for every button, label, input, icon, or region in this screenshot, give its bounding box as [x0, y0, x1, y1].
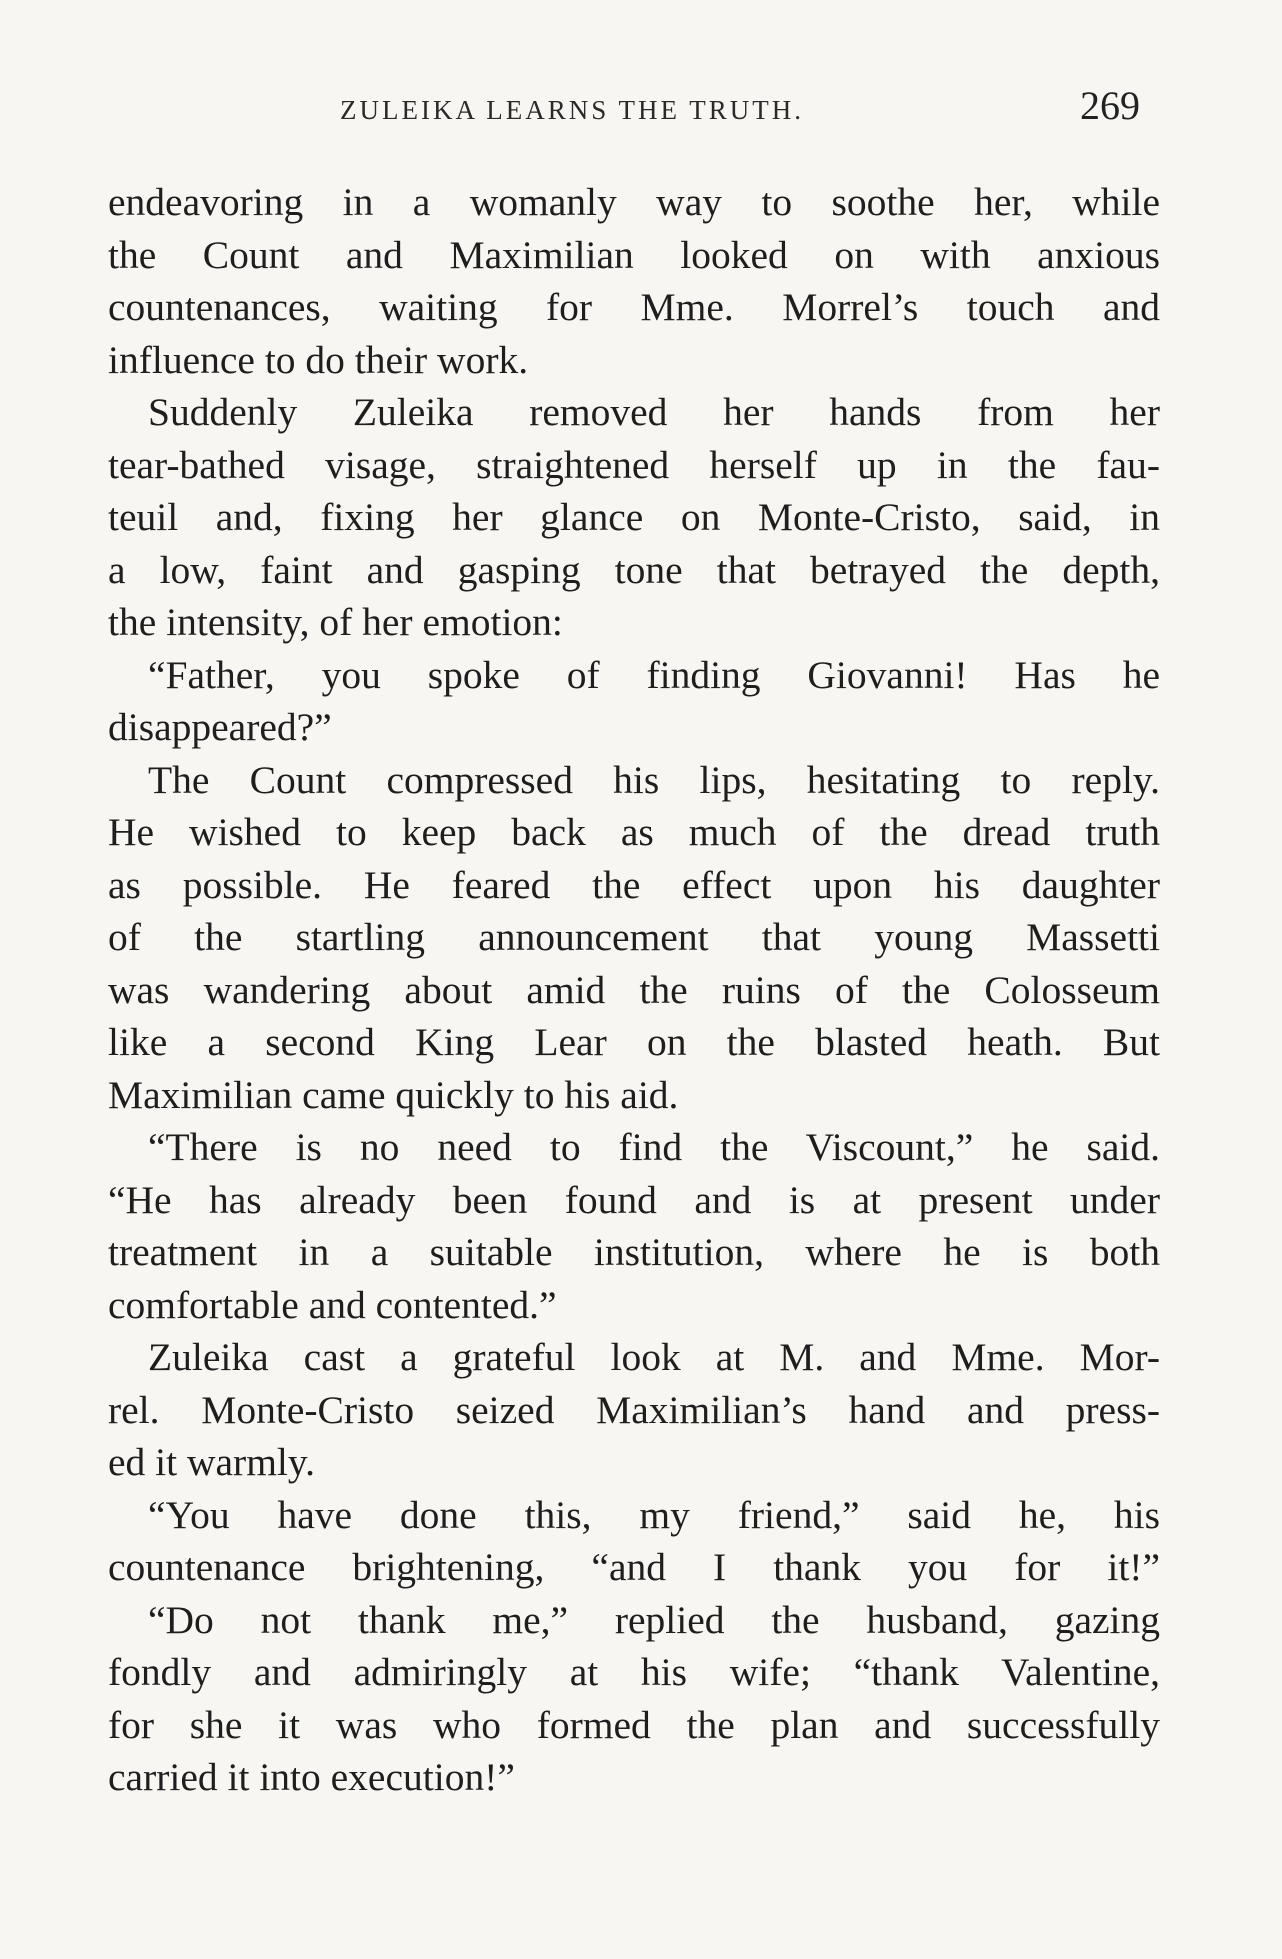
text-line: He wished to keep back as much of the dread truth [108, 810, 1160, 854]
text-line: of the startling announcement that young Massetti [108, 915, 1160, 959]
page-number: 269 [1080, 83, 1140, 128]
text-line: The Count compressed his lips, hesitating to reply. [148, 757, 1160, 802]
text-line: Maximilian came quickly to his aid. [108, 1072, 679, 1117]
text-line: as possible. He feared the effect upon his daughter [108, 862, 1160, 907]
text-line: for she it was who formed the plan and successfully [108, 1702, 1160, 1747]
text-line: the Count and Maximilian looked on with anxious [108, 232, 1160, 277]
text-line: was wandering about amid the ruins of the Colosseum [108, 967, 1160, 1012]
text-line: disappeared?” [108, 705, 332, 749]
text-line: comfortable and contented.” [108, 1282, 557, 1327]
text-line: Suddenly Zuleika removed her hands from her [148, 390, 1160, 434]
text-line: treatment in a suitable institution, where he is both [108, 1230, 1160, 1274]
text-line: countenance brightening, “and I thank you for it!” [108, 1545, 1160, 1589]
text-line: “There is no need to find the Viscount,” he said. [148, 1125, 1160, 1169]
text-line: fondly and admiringly at his wife; “thank Valentine, [108, 1650, 1160, 1694]
text-line: “You have done this, my friend,” said he, his [148, 1492, 1160, 1537]
text-line: a low, faint and gasping tone that betrayed the depth, [108, 547, 1160, 592]
running-header-title: ZULEIKA LEARNS THE TRUTH. [340, 95, 804, 125]
text-line: like a second King Lear on the blasted heath. But [108, 1020, 1160, 1064]
text-line: tear-bathed visage, straightened herself up in the fau- [108, 442, 1160, 487]
body-text [108, 176, 1160, 1804]
text-line: ed it warmly. [108, 1440, 315, 1484]
text-line: countenances, waiting for Mme. Morrel’s touch and [108, 285, 1160, 329]
text-line: carried it into execution!” [108, 1755, 515, 1799]
text-line: influence to do their work. [108, 337, 529, 382]
text-line: rel. Monte-Cristo seized Maximilian’s hand and press- [108, 1387, 1160, 1432]
text-line: “Do not thank me,” replied the husband, gazing [148, 1597, 1160, 1642]
text-line: “Father, you spoke of finding Giovanni! Has he [148, 652, 1160, 697]
text-line: endeavoring in a womanly way to soothe her, while [108, 180, 1160, 224]
text-line: teuil and, fixing her glance on Monte-Cristo, said, in [108, 495, 1160, 539]
text-line: Zuleika cast a grateful look at M. and Mme. Mor- [148, 1335, 1160, 1379]
text-line: “He has already been found and is at present under [108, 1177, 1160, 1222]
text-line: the intensity, of her emotion: [108, 600, 563, 644]
